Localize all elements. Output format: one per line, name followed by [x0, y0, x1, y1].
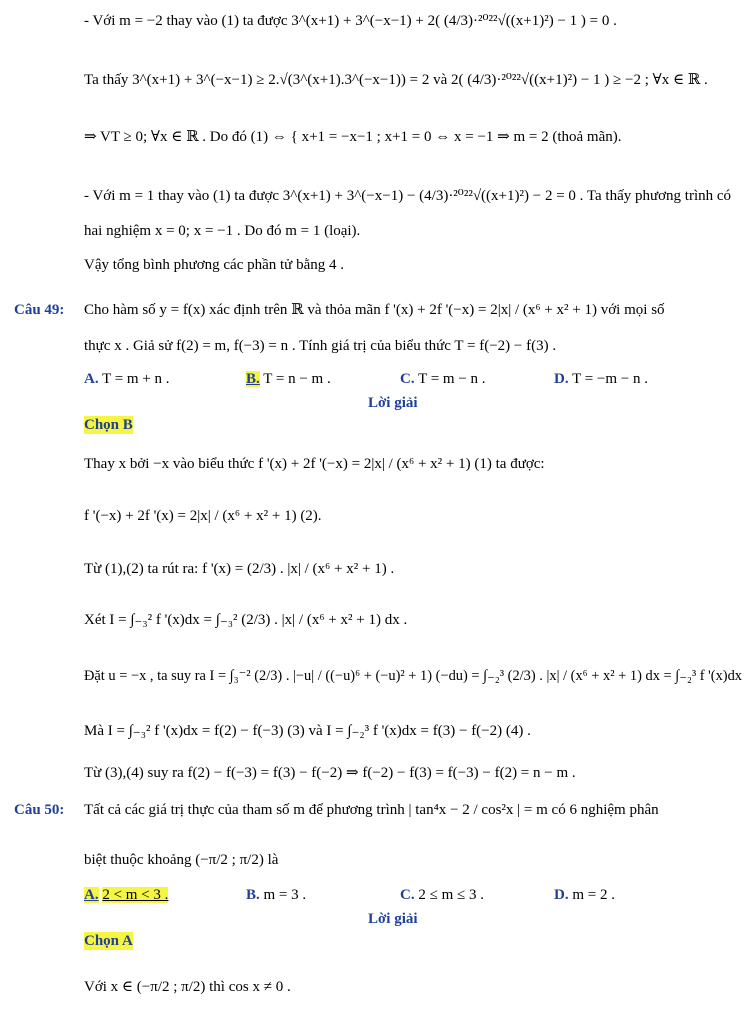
solution-step: Từ (3),(4) suy ra f(2) − f(−3) = f(3) − f(−2) ⇒ f(−2) − f(3) = f(−3) − f(2) = n − m .	[84, 765, 576, 781]
option-c	[400, 371, 486, 388]
option-text: T = −m − n .	[572, 371, 649, 387]
option-text: T = n − m .	[263, 371, 331, 387]
option-d	[554, 887, 615, 904]
option-key: A.	[84, 371, 99, 387]
option-text: 2 < m < 3 .	[102, 887, 169, 903]
option-text: 2 ≤ m ≤ 3 .	[418, 887, 484, 903]
option-text: m = 3 .	[263, 887, 307, 903]
option-a	[84, 887, 168, 904]
solution-step: Mà I = ∫₋₃² f '(x)dx = f(2) − f(−3) (3) và I = ∫₋₂³ f '(x)dx = f(3) − f(−2) (4) .	[84, 723, 531, 739]
answer-choice: Chọn B	[84, 417, 133, 433]
solution-title: Lời giải	[368, 911, 418, 927]
option-a	[84, 371, 170, 388]
solution-step: Với x ∈ (−π/2 ; π/2) thì cos x ≠ 0 .	[84, 979, 291, 995]
question-49-text: thực x . Giả sử f(2) = m, f(−3) = n . Tính giá trị của biểu thức T = f(−2) − f(3) .	[84, 338, 557, 354]
option-key: D.	[554, 371, 569, 387]
solution-line: - Với m = −2 thay vào (1) ta được 3^(x+1) + 3^(−x−1) + 2( (4/3)·²⁰²²√((x+1)²) − 1 ) = 0 .	[84, 13, 617, 29]
solution-step: Xét I = ∫₋₃² f '(x)dx = ∫₋₃² (2/3) . |x| / (x⁶ + x² + 1) dx .	[84, 612, 408, 628]
question-49-label: Câu 49:	[14, 302, 65, 318]
option-key: B.	[246, 887, 260, 903]
solution-line: ⇒ VT ≥ 0; ∀x ∈ ℝ . Do đó (1) ⇔ { x+1 = −x−1 ; x+1 = 0 ⇔ x = −1 ⇒ m = 2 (thoả mãn).	[84, 129, 622, 145]
solution-line: Vậy tổng bình phương các phần tử bằng 4 .	[84, 257, 344, 273]
solution-line: hai nghiệm x = 0; x = −1 . Do đó m = 1 (loại).	[84, 223, 361, 239]
solution-line: - Với m = 1 thay vào (1) ta được 3^(x+1) + 3^(−x−1) − (4/3)·²⁰²²√((x+1)²) − 2 = 0 . Ta thấy phương trình có	[84, 188, 732, 204]
option-b	[246, 371, 331, 388]
option-c	[400, 887, 484, 904]
question-50-text: biệt thuộc khoảng (−π/2 ; π/2) là	[84, 852, 279, 868]
question-49-text: Cho hàm số y = f(x) xác định trên ℝ và thỏa mãn f '(x) + 2f '(−x) = 2|x| / (x⁶ + x² + 1) với mọi số	[84, 302, 665, 318]
solution-step: Đặt u = −x , ta suy ra I = ∫₃⁻² (2/3) . |−u| / ((−u)⁶ + (−u)² + 1) (−du) = ∫₋₂³ (2/3) . |x| / (x⁶ + x² + 1) dx = ∫₋₂³ f '(x)dx	[84, 668, 743, 684]
option-key: A.	[84, 887, 99, 903]
option-key: C.	[400, 371, 415, 387]
answer-choice: Chọn A	[84, 933, 133, 949]
question-50-text: Tất cả các giá trị thực của tham số m để phương trình | tan⁴x − 2 / cos²x | = m có 6 nghiệm phân	[84, 802, 659, 818]
solution-step: Thay x bởi −x vào biểu thức f '(x) + 2f '(−x) = 2|x| / (x⁶ + x² + 1) (1) ta được:	[84, 456, 545, 472]
option-text: m = 2 .	[572, 887, 615, 903]
solution-line: Ta thấy 3^(x+1) + 3^(−x−1) ≥ 2.√(3^(x+1).3^(−x−1)) = 2 và 2( (4/3)·²⁰²²√((x+1)²) − 1 ) ≥ −2 ; ∀x ∈ ℝ .	[84, 72, 708, 88]
solution-title: Lời giải	[368, 395, 418, 411]
option-text: T = m − n .	[418, 371, 486, 387]
option-d	[554, 371, 648, 388]
option-key: B.	[246, 371, 260, 387]
option-text: T = m + n .	[102, 371, 170, 387]
option-key: D.	[554, 887, 569, 903]
option-b	[246, 887, 306, 904]
solution-step: f '(−x) + 2f '(x) = 2|x| / (x⁶ + x² + 1) (2).	[84, 508, 322, 524]
solution-step: Từ (1),(2) ta rút ra: f '(x) = (2/3) . |x| / (x⁶ + x² + 1) .	[84, 561, 395, 577]
option-key: C.	[400, 887, 415, 903]
question-50-label: Câu 50:	[14, 802, 65, 818]
